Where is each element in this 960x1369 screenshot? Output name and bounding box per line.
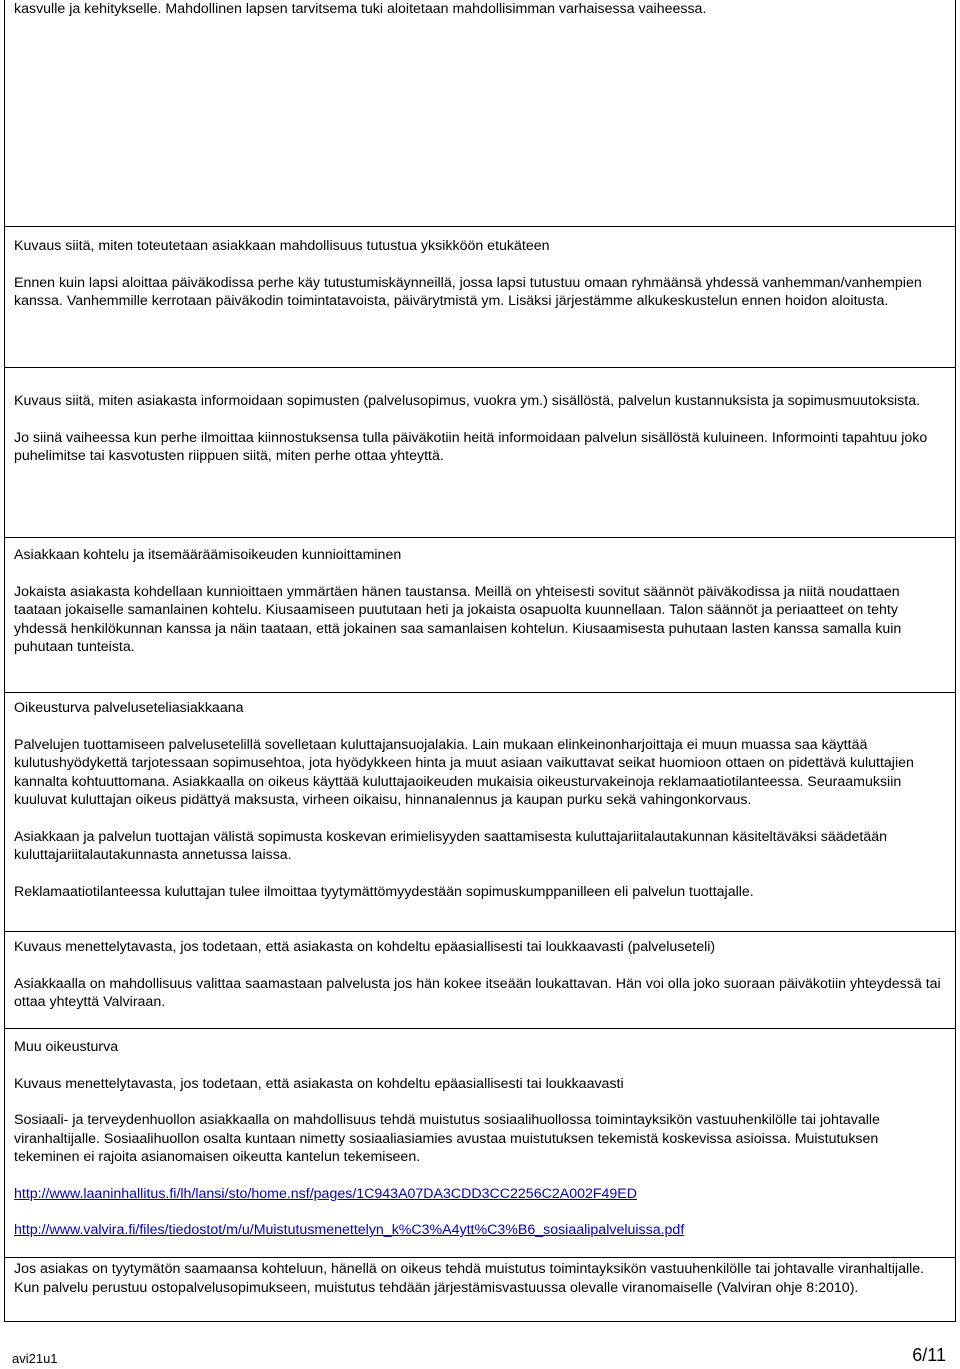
link-laaninhallitus[interactable]: http://www.laaninhallitus.fi/lh/lansi/sto/home.nsf/pages/1C943A07DA3CDD3CC2256C2A002F49ED: [14, 1185, 638, 1202]
section-heading: Asiakkaan kohtelu ja itsemääräämisoikeuden kunnioittaminen: [14, 547, 402, 563]
section-heading: Kuvaus menettelytavasta, jos todetaan, että asiakasta on kohdeltu epäasiallisesti tai loukkaavasti (palveluseteli): [14, 939, 716, 955]
paragraph: Jos asiakas on tyytymätön saamaansa kohteluun, hänellä on oikeus tehdä muistutus toimintayksikön vastuuhenkilölle tai johtavalle viranhaltijalle. Kun palvelu perustuu ostopalvelusopimukseen, muistutus tehdään järjestämisvastuussa olevalle viranomaiselle (Valviran ohje 8:2010).: [14, 1261, 925, 1296]
paragraph: Asiakkaalla on mahdollisuus valittaa saamastaan palvelusta jos hän kokee itseään loukattavan. Hän voi olla joko suoraan päiväkotiin yhteydessä tai ottaa yhteyttä Valviraan.: [14, 975, 941, 1010]
page-footer: [0, 1346, 960, 1366]
paragraph: Palvelujen tuottamiseen palvelusetelillä sovelletaan kuluttajansuojalakia. Lain mukaan elinkeinonharjoittaja ei muun muassa saa käyttää kulutushyödykettä tarjotessaan sopimusehtoa, jota hyödykkeen hinta ja muut asiaan vaikuttavat seikat huomioon ottaen on pidettävä kuluttajien kannalta kohtuuttomana. Asiakkaalla on oikeus käyttää kuluttajaoikeuden mukaisia oikeusturvakeinoja reklamaatiotilanteessa. Seuraamuksiin kuuluvat kuluttajan oikeus pidättyä maksusta, virheen oikaisu, hinnanalennus ja kaupan purku sekä vahingonkorvaus.: [14, 736, 914, 808]
section-heading: Kuvaus siitä, miten toteutetaan asiakkaan mahdollisuus tutustua yksikköön etukäteen: [14, 238, 550, 254]
section-heading: Kuvaus siitä, miten asiakasta informoidaan sopimusten (palvelusopimus, vuokra ym.) sisällöstä, palvelun kustannuksista ja sopimusmuutoksista.: [14, 393, 921, 409]
section-heading: Muu oikeusturva: [14, 1039, 119, 1055]
form-cell: [5, 227, 955, 368]
form-cell: [5, 1029, 955, 1258]
document-code: avi21u1: [12, 1351, 58, 1366]
paragraph: Sosiaali- ja terveydenhuollon asiakkaalla on mahdollisuus tehdä muistutus sosiaalihuollossa toimintayksikön vastuuhenkilölle tai johtavalle viranhaltijalle. Sosiaalihuollon osalta kuntaan nimetty sosiaaliasiamies avustaa muistutuksen tekemistä koskevissa asioissa. Muistutuksen tekeminen ei rajoita asianomaisen oikeutta kantelun tekemiseen.: [14, 1112, 880, 1165]
section-subheading: Kuvaus menettelytavasta, jos todetaan, että asiakasta on kohdeltu epäasiallisesti tai loukkaavasti: [14, 1075, 624, 1092]
paragraph: kasvulle ja kehitykselle. Mahdollinen lapsen tarvitsema tuki aloitetaan mahdollisimman varhaisessa vaiheessa.: [14, 1, 707, 17]
paragraph: Ennen kuin lapsi aloittaa päiväkodissa perhe käy tutustumiskäynneillä, jossa lapsi tutustuu omaan ryhmäänsä yhdessä vanhemman/vanhempien kanssa. Vanhemmille kerrotaan päiväkodin toimintatavoista, päivärytmistä ym. Lisäksi järjestämme alkukeskustelun ennen hoidon aloitusta.: [14, 274, 922, 309]
paragraph: Asiakkaan ja palvelun tuottajan välistä sopimusta koskevan erimielisyyden saattamisesta kuluttajariitalautakunnan käsiteltäväksi säädetään kuluttajariitalautakunnasta annetussa laissa.: [14, 828, 888, 863]
paragraph: Jo siinä vaiheessa kun perhe ilmoittaa kiinnostuksensa tulla päiväkotiin heitä informoidaan palvelun sisällöstä kuluineen. Informointi tapahtuu joko puhelimitse tai kasvotusten riippuen siitä, miten perhe ottaa yhteyttä.: [14, 429, 928, 464]
form-cell: [5, 1258, 955, 1322]
paragraph: Reklamaatiotilanteessa kuluttajan tulee ilmoittaa tyytymättömyydestään sopimuskumppanilleen eli palvelun tuottajalle.: [14, 883, 754, 900]
paragraph: Jokaista asiakasta kohdellaan kunnioittaen ymmärtäen hänen taustansa. Meillä on yhteisesti sovitut säännöt päiväkodissa ja niitä noudattaen taataan jokaiselle samanlainen kohtelu. Kiusaamiseen puututaan heti ja jokaista osapuolta kuunnellaan. Talon säännöt ja periaatteet on tehty yhdessä henkilökunnan kanssa ja näin taataan, että jokainen saa samanlaisen kohtelun. Kiusaamisesta puhutaan lasten kanssa samalla kuin puhutaan tunteista.: [14, 583, 902, 655]
form-cell: [5, 693, 955, 932]
form-cell: [5, 0, 955, 227]
section-heading: Oikeusturva palveluseteliasiakkaana: [14, 700, 244, 716]
link-valvira[interactable]: http://www.valvira.fi/files/tiedostot/m/u/Muistutusmenettelyn_k%C3%A4ytt%C3%B6_sosiaalipalveluissa.pdf: [14, 1222, 685, 1238]
page-number: 6/11: [912, 1345, 946, 1365]
form-table: [4, 0, 956, 1322]
form-cell: [5, 538, 955, 693]
form-cell: [5, 368, 955, 538]
form-cell: [5, 932, 955, 1029]
